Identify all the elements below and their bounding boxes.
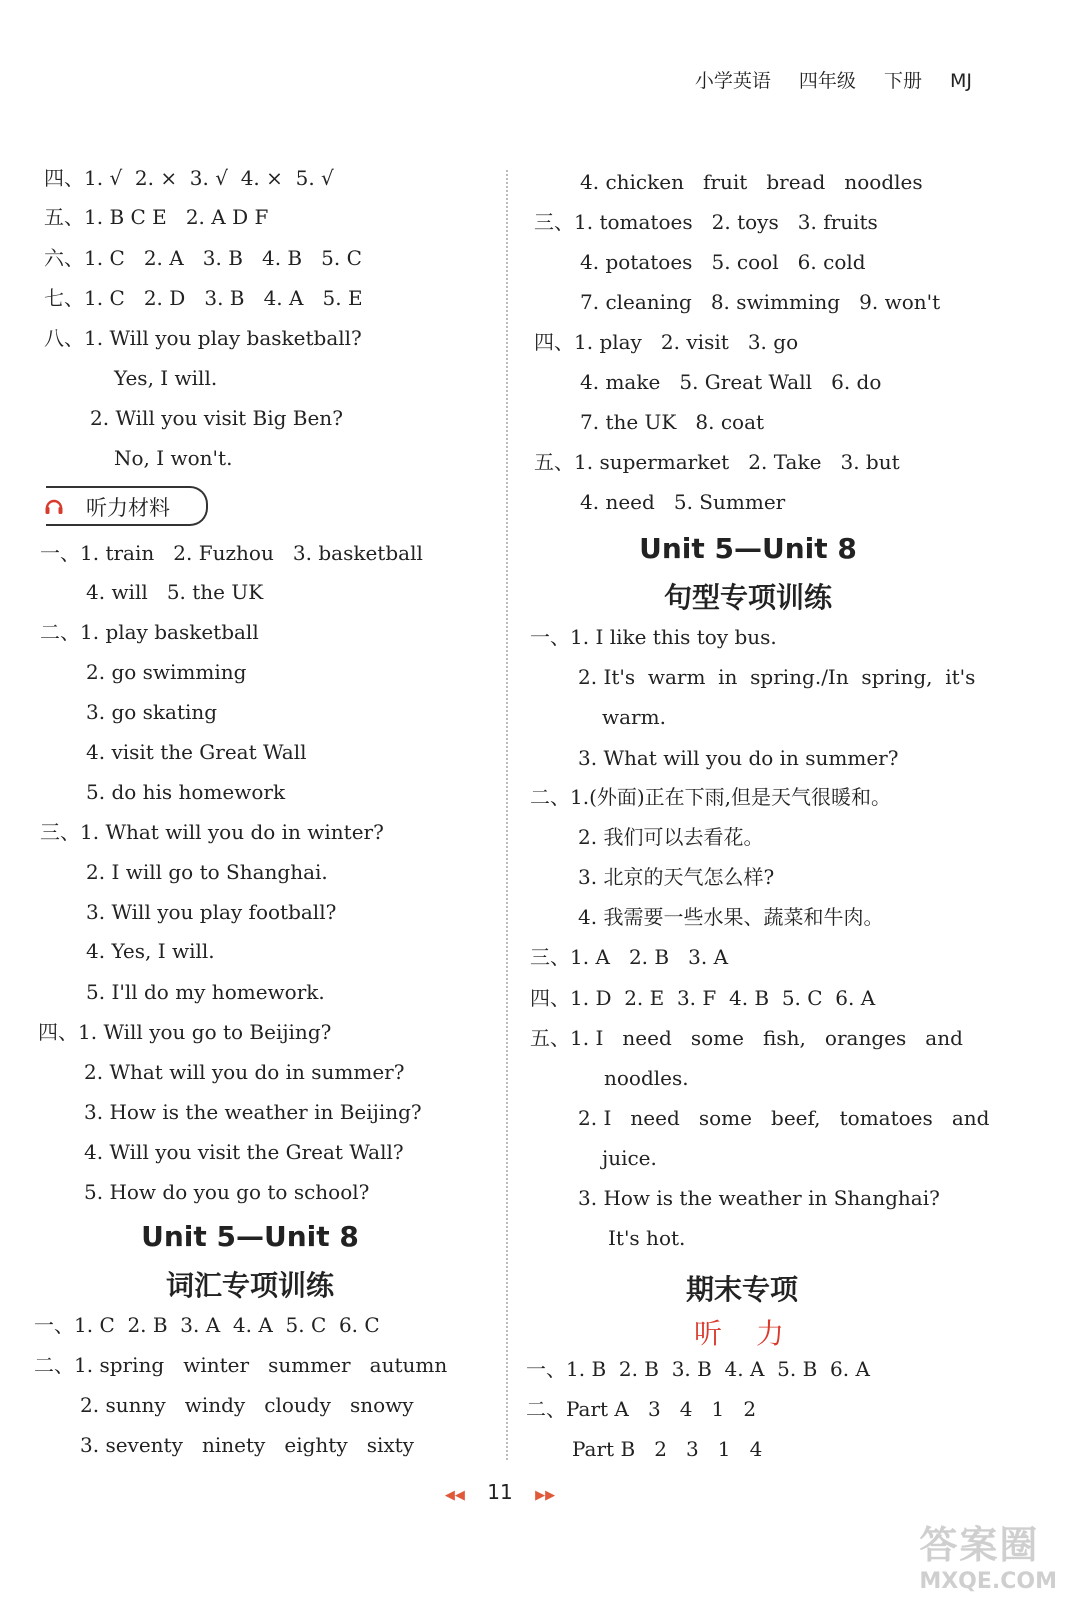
watermark-logo: 答案圈 bbox=[919, 1523, 1040, 1567]
answer-line: 5. I'll do my homework. bbox=[86, 980, 325, 1004]
answer-line: 7. cleaning 8. swimming 9. won't bbox=[580, 290, 941, 314]
answer-line: 五、1. supermarket 2. Take 3. but bbox=[534, 450, 900, 474]
watermark bbox=[919, 1514, 1057, 1594]
answer-line: 2. It's warm in spring./In spring, it's bbox=[578, 665, 976, 689]
next-arrows-icon: ▶▶ bbox=[535, 1488, 556, 1503]
answer-line: 八、1. Will you play basketball? bbox=[44, 326, 362, 350]
header-edition: MJ bbox=[950, 70, 972, 92]
answer-line: 2. I need some beef, tomatoes and bbox=[578, 1106, 990, 1130]
answer-line: 4. 我需要一些水果、蔬菜和牛肉。 bbox=[578, 905, 884, 929]
header-term: 下册 bbox=[883, 70, 922, 92]
answer-line: 二、1. play basketball bbox=[40, 620, 259, 644]
answer-line: 二、1. spring winter summer autumn bbox=[34, 1353, 448, 1377]
watermark-url: MXQE.COM bbox=[919, 1569, 1057, 1594]
answer-line: 三、1. A 2. B 3. A bbox=[530, 945, 729, 969]
answer-line: 3. go skating bbox=[86, 700, 218, 724]
answer-line: warm. bbox=[602, 705, 666, 729]
section-heading-title: 句型专项训练 bbox=[663, 581, 832, 614]
answer-line: 4. Will you visit the Great Wall? bbox=[84, 1140, 404, 1164]
answer-line: 3. How is the weather in Beijing? bbox=[84, 1100, 422, 1124]
headphones-icon bbox=[44, 496, 64, 516]
answer-line: 六、1. C 2. A 3. B 4. B 5. C bbox=[44, 246, 362, 270]
header-grade: 四年级 bbox=[798, 70, 856, 92]
section-heading-unit: Unit 5—Unit 8 bbox=[639, 532, 857, 565]
answer-line: 4. Yes, I will. bbox=[86, 939, 215, 963]
answer-line: 四、1. D 2. E 3. F 4. B 5. C 6. A bbox=[530, 986, 876, 1010]
answer-line: 4. need 5. Summer bbox=[580, 490, 786, 514]
listening-badge bbox=[46, 486, 208, 526]
page-header bbox=[673, 66, 972, 93]
answer-line: 3. seventy ninety eighty sixty bbox=[80, 1433, 414, 1457]
answer-line: Part B 2 3 1 4 bbox=[572, 1437, 763, 1461]
answer-line: 3. Will you play football? bbox=[86, 900, 337, 924]
answer-line: 4. potatoes 5. cool 6. cold bbox=[580, 250, 866, 274]
answer-line: 4. make 5. Great Wall 6. do bbox=[580, 370, 882, 394]
column-divider bbox=[506, 170, 508, 1460]
answer-line: 3. How is the weather in Shanghai? bbox=[578, 1186, 940, 1210]
answer-line: 3. 北京的天气怎么样? bbox=[578, 865, 775, 889]
answer-line: 四、1. Will you go to Beijing? bbox=[38, 1020, 332, 1044]
page-footer bbox=[0, 1480, 1000, 1504]
answer-line: No, I won't. bbox=[114, 446, 233, 470]
answer-line: 2. I will go to Shanghai. bbox=[86, 860, 328, 884]
header-subject: 小学英语 bbox=[694, 70, 771, 92]
final-heading-title: 期末专项 bbox=[685, 1273, 798, 1306]
answer-line: 一、1. C 2. B 3. A 4. A 5. C 6. C bbox=[34, 1313, 380, 1337]
answer-line: 2. sunny windy cloudy snowy bbox=[80, 1393, 414, 1417]
answer-line: 七、1. C 2. D 3. B 4. A 5. E bbox=[44, 286, 363, 310]
answer-line: 三、1. What will you do in winter? bbox=[40, 820, 384, 844]
answer-line: noodles. bbox=[604, 1066, 689, 1090]
answer-line: 2. go swimming bbox=[86, 660, 247, 684]
answer-line: 五、1. I need some fish, oranges and bbox=[530, 1026, 963, 1050]
answer-line: 2. 我们可以去看花。 bbox=[578, 825, 764, 849]
answer-line: 五、1. B C E 2. A D F bbox=[44, 205, 269, 229]
answer-line: 4. will 5. the UK bbox=[86, 580, 264, 604]
answer-line: 2. What will you do in summer? bbox=[84, 1060, 405, 1084]
final-heading-sub-wrap bbox=[536, 1312, 976, 1352]
answer-line: 4. visit the Great Wall bbox=[86, 740, 307, 764]
answer-line: 4. chicken fruit bread noodles bbox=[580, 170, 923, 194]
answer-line: It's hot. bbox=[608, 1226, 686, 1250]
answer-line: 一、1. B 2. B 3. B 4. A 5. B 6. A bbox=[526, 1357, 870, 1381]
answer-line: 三、1. tomatoes 2. toys 3. fruits bbox=[534, 210, 878, 234]
section-heading-unit: Unit 5—Unit 8 bbox=[141, 1220, 359, 1253]
answer-line: juice. bbox=[602, 1146, 657, 1170]
answer-line: 5. do his homework bbox=[86, 780, 286, 804]
final-heading-sub: 听力 bbox=[693, 1317, 818, 1350]
answer-line: 3. What will you do in summer? bbox=[578, 746, 899, 770]
answer-line: 一、1. train 2. Fuzhou 3. basketball bbox=[40, 541, 423, 565]
section-heading-title: 词汇专项训练 bbox=[165, 1269, 334, 1302]
answer-line: 2. Will you visit Big Ben? bbox=[90, 406, 343, 430]
answer-line: 二、Part A 3 4 1 2 bbox=[526, 1397, 757, 1421]
answer-line: 一、1. I like this toy bus. bbox=[530, 625, 777, 649]
page-number: 11 bbox=[487, 1480, 513, 1504]
answer-line: 7. the UK 8. coat bbox=[580, 410, 765, 434]
answer-line: 二、1.(外面)正在下雨,但是天气很暖和。 bbox=[530, 785, 892, 809]
answer-line: 四、1. √ 2. × 3. √ 4. × 5. √ bbox=[44, 166, 334, 190]
answer-line: Yes, I will. bbox=[114, 366, 218, 390]
prev-arrows-icon: ◀◀ bbox=[444, 1488, 465, 1503]
answer-line: 四、1. play 2. visit 3. go bbox=[534, 330, 799, 354]
listening-badge-label: 听力材料 bbox=[86, 496, 170, 520]
answer-line: 5. How do you go to school? bbox=[84, 1180, 370, 1204]
